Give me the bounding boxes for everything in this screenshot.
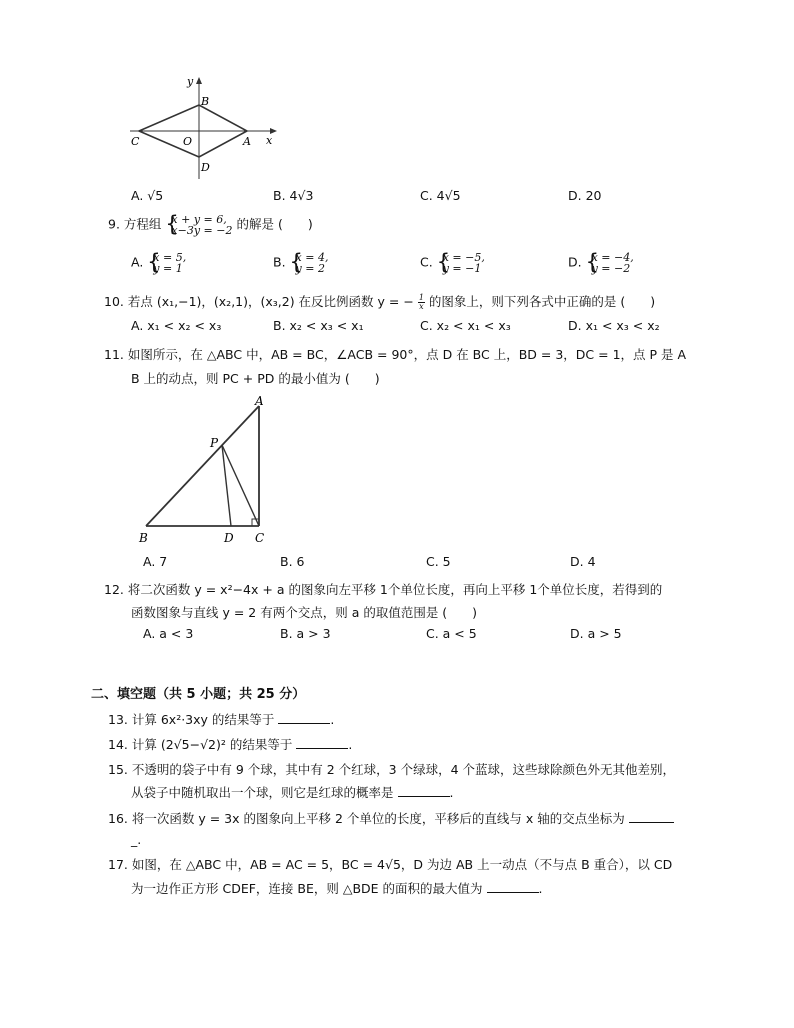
question-15-line2 <box>131 783 453 801</box>
q17-text-line2: 为一边作正方形 CDEF，连接 BE，则 △BDE 的面积的最大值为 <box>131 881 483 896</box>
q9-number: 9. <box>108 216 120 232</box>
q9-option-c: C. { x = −5, y = −1 <box>420 250 485 275</box>
q9-b-label: B. <box>273 254 286 270</box>
q9-a-line2: y = 1 <box>153 262 183 275</box>
q10-stem-pre: 若点 (x₁,−1)，(x₂,1)，(x₃,2) 在反比例函数 y = − <box>127 294 414 309</box>
q11-option-b: B. 6 <box>280 554 305 569</box>
q10-number: 10. <box>104 294 124 309</box>
label-A: A <box>255 394 264 408</box>
q9-d-line1: x = −4, <box>591 251 634 264</box>
q11-number: 11. <box>104 347 124 362</box>
label-x: x <box>266 134 273 147</box>
q12-text-line1: 将二次函数 y = x²−4x + a 的图象向左平移 1个单位长度，再向上平移 1个单位长度，若得到的 <box>127 582 663 597</box>
label-C: C <box>255 531 265 545</box>
question-12-line1 <box>104 580 662 598</box>
q12-option-a: A. a < 3 <box>143 626 194 641</box>
q12-text-line2: 函数图象与直线 y = 2 有两个交点，则 a 的取值范围是 ( ) <box>131 605 478 620</box>
q12-option-c: C. a < 5 <box>426 626 477 641</box>
q9-system: { x + y = 6, x−3y = −2 <box>165 212 233 237</box>
label-A: A <box>243 135 251 148</box>
q9-option-a: A. { x = 5, y = 1 <box>131 250 187 275</box>
q11-option-a: A. 7 <box>143 554 168 569</box>
q17-text-line1: 如图，在 △ABC 中，AB = AC = 5，BC = 4√5，D 为边 AB 上一动点（不与点 B 重合），以 CD <box>131 857 673 872</box>
q16-text-line1: 将一次函数 y = 3x 的图象向上平移 2 个单位的长度，平移后的直线与 x 轴的交点坐标为 <box>131 811 625 826</box>
y-axis-arrow <box>196 77 202 84</box>
label-D: D <box>224 531 234 545</box>
question-13 <box>108 710 334 728</box>
q10-fraction <box>418 294 425 311</box>
question-10 <box>104 292 655 311</box>
q9-option-b: B. { x = 4, y = 2 <box>273 250 329 275</box>
q15-text-line1: 不透明的袋子中有 9 个球，其中有 2 个红球，3 个绿球，4 个蓝球，这些球除颜色外无其他差别， <box>131 762 676 777</box>
q15-number: 15. <box>108 762 128 777</box>
q8-option-d: D. 20 <box>568 188 602 203</box>
q9-a-label: A. <box>131 254 144 270</box>
question-14 <box>108 735 352 753</box>
segment-PC <box>222 445 259 526</box>
q9-d-label: D. <box>568 254 582 270</box>
question-16-line1 <box>108 809 674 827</box>
q9-b-line2: y = 2 <box>295 262 325 275</box>
q17-end: . <box>538 881 543 896</box>
q16-answer-blank[interactable] <box>629 822 674 823</box>
q13-answer-blank[interactable] <box>278 723 330 724</box>
label-B: B <box>201 95 210 108</box>
q8-option-c: C. 4√5 <box>420 188 461 203</box>
q9-stem-pre: 方程组 <box>123 216 162 232</box>
q17-number: 17. <box>108 857 128 872</box>
question-11-line1 <box>104 345 686 363</box>
q8-option-a: A. √5 <box>131 188 164 203</box>
q16-text-line2: _. <box>131 832 142 847</box>
q9-eq2: x−3y = −2 <box>171 224 233 237</box>
q15-answer-blank[interactable] <box>398 796 450 797</box>
q11-text-line1: 如图所示，在 △ABC 中，AB = BC，∠ACB = 90°，点 D 在 BC 上，BD = 3，DC = 1，点 P 是 A <box>127 347 687 362</box>
q11-option-d: D. 4 <box>570 554 596 569</box>
q9-option-d: D. { x = −4, y = −2 <box>568 250 634 275</box>
q15-text-line2: 从袋子中随机取出一个球，则它是红球的概率是 <box>131 785 394 800</box>
q11-text-line2: B 上的动点，则 PC + PD 的最小值为 ( ) <box>131 371 380 386</box>
q9-c-line2: y = −1 <box>442 262 482 275</box>
q13-text: 计算 6x²·3xy 的结果等于 <box>131 712 275 727</box>
q11-option-c: C. 5 <box>426 554 451 569</box>
q12-number: 12. <box>104 582 124 597</box>
q16-number: 16. <box>108 811 128 826</box>
q13-end: . <box>330 712 335 727</box>
label-C: C <box>131 135 140 148</box>
q17-answer-blank[interactable] <box>487 892 539 893</box>
q14-end: . <box>348 737 353 752</box>
q9-eq1: x + y = 6, <box>171 213 227 226</box>
q14-answer-blank[interactable] <box>296 748 348 749</box>
triangle-figure <box>135 392 280 547</box>
question-17-line2 <box>131 879 543 897</box>
label-B: B <box>139 531 148 545</box>
q9-c-label: C. <box>420 254 433 270</box>
q10-frac-num: 1 <box>418 293 424 302</box>
side-AB <box>146 406 259 526</box>
q12-option-d: D. a > 5 <box>570 626 622 641</box>
q14-number: 14. <box>108 737 128 752</box>
q9-d-line2: y = −2 <box>591 262 631 275</box>
q10-option-d: D. x₁ < x₃ < x₂ <box>568 318 660 333</box>
rhombus-figure <box>125 75 285 185</box>
q8-option-b: B. 4√3 <box>273 188 314 203</box>
question-15-line1 <box>108 760 675 778</box>
question-17-line1 <box>108 855 672 873</box>
q15-end: . <box>449 785 454 800</box>
section-2-title: 二、填空题（共 5 小题；共 25 分） <box>91 687 306 702</box>
q13-number: 13. <box>108 712 128 727</box>
q10-option-a: A. x₁ < x₂ < x₃ <box>131 318 222 333</box>
q10-stem-post: 的图象上，则下列各式中正确的是 ( ) <box>428 294 656 309</box>
q9-b-line1: x = 4, <box>295 251 329 264</box>
q14-text: 计算 (2√5−√2)² 的结果等于 <box>131 737 293 752</box>
question-9 <box>108 214 313 236</box>
q10-option-c: C. x₂ < x₁ < x₃ <box>420 318 511 333</box>
label-P: P <box>210 436 219 450</box>
q9-a-line1: x = 5, <box>153 251 187 264</box>
q9-stem-post: 的解是 ( ) <box>236 216 313 232</box>
segment-PD <box>222 445 231 526</box>
q12-option-b: B. a > 3 <box>280 626 331 641</box>
label-y: y <box>187 75 194 88</box>
q10-frac-den: x <box>419 302 424 311</box>
label-O: O <box>183 135 193 148</box>
label-D: D <box>201 161 210 174</box>
q9-c-line1: x = −5, <box>442 251 485 264</box>
q10-option-b: B. x₂ < x₃ < x₁ <box>273 318 364 333</box>
